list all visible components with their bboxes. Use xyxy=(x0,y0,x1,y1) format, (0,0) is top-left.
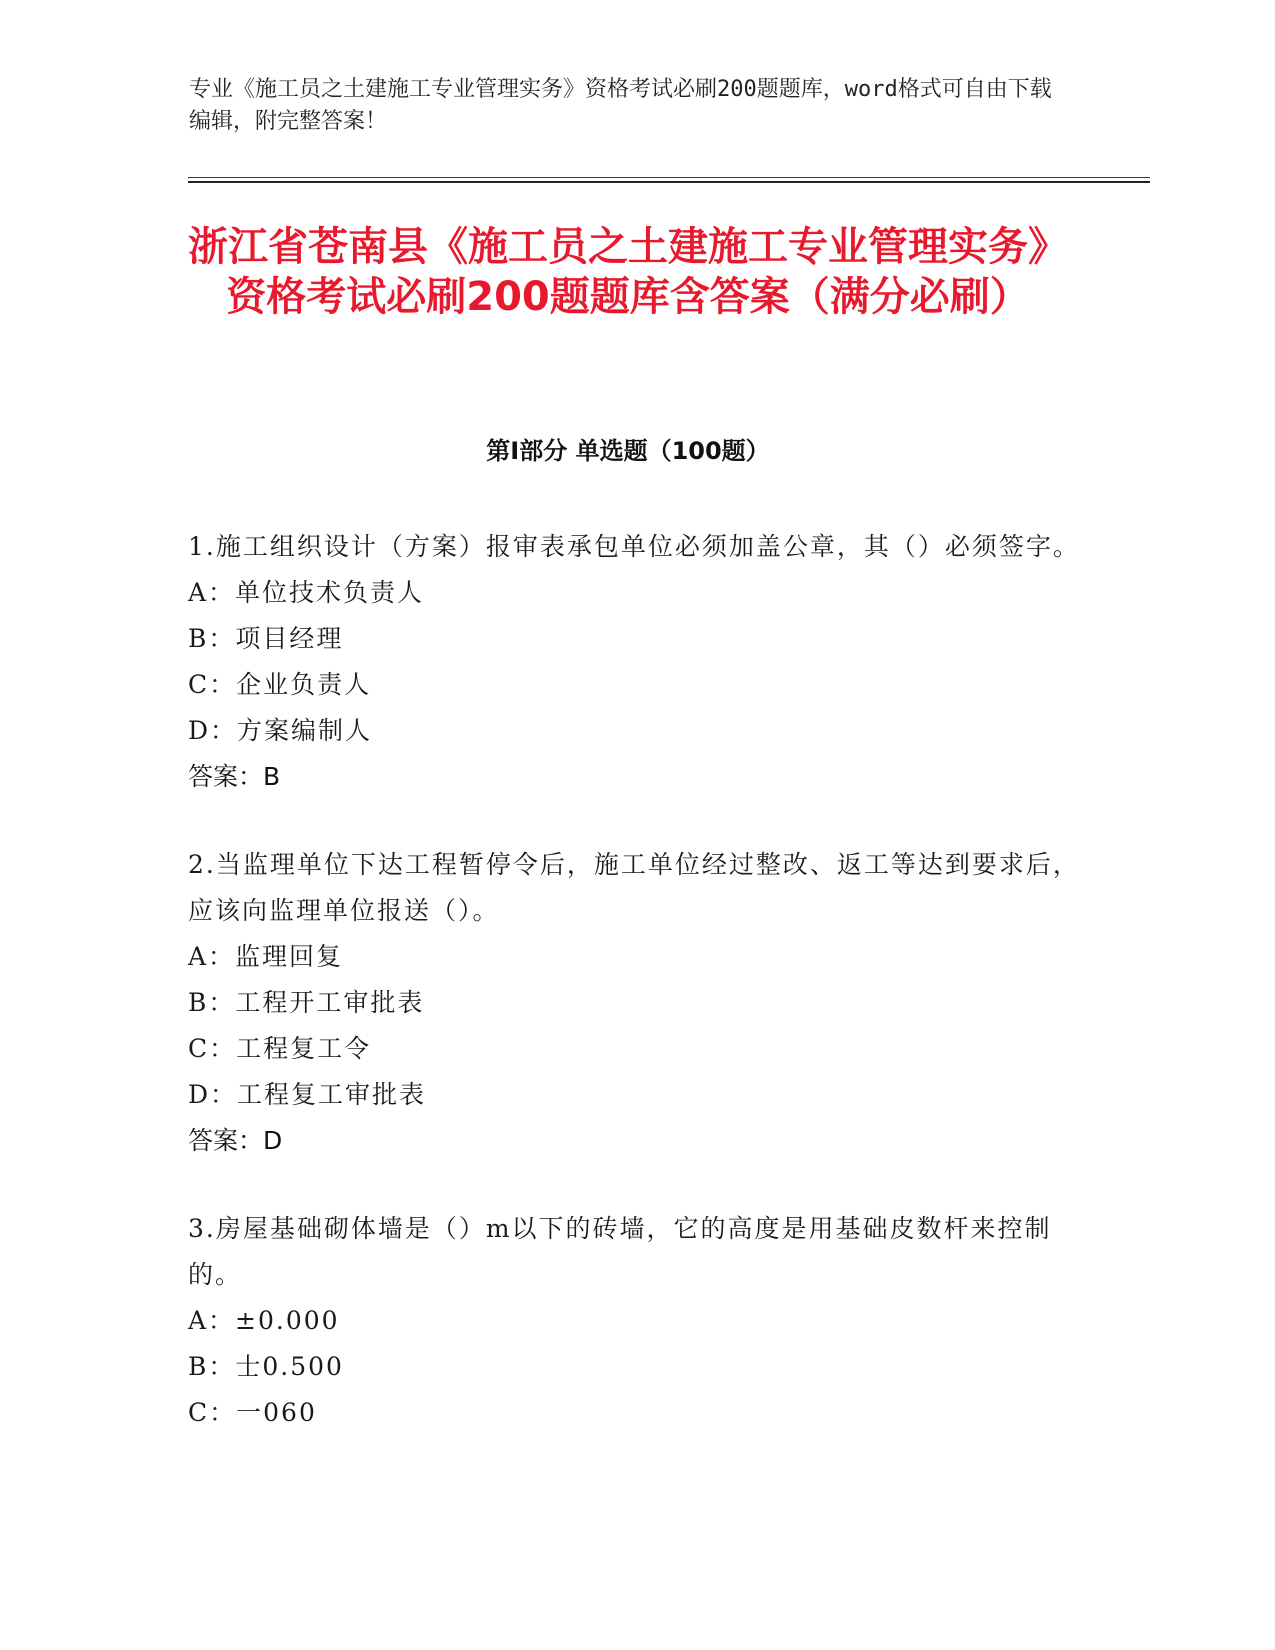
header-rule-thin xyxy=(188,177,1150,178)
option-c: C：一060 xyxy=(188,1398,317,1427)
option-a: A：单位技术负责人 xyxy=(188,578,425,607)
answer: 答案：B xyxy=(188,762,281,791)
option-a: A：±0.000 xyxy=(188,1306,340,1335)
option-c: C：企业负责人 xyxy=(188,670,372,699)
option-b: B：工程开工审批表 xyxy=(188,988,425,1017)
question-list xyxy=(188,524,1088,1478)
question-stem: 3.房屋基础砌体墙是（）m以下的砖墙，它的高度是用基础皮数杆来控制的。 xyxy=(188,1214,1052,1289)
question-2 xyxy=(188,842,1088,1164)
option-b: B：项目经理 xyxy=(188,624,344,653)
question-3 xyxy=(188,1206,1088,1436)
option-a: A：监理回复 xyxy=(188,942,344,971)
option-c: C：工程复工令 xyxy=(188,1034,372,1063)
answer: 答案：D xyxy=(188,1126,283,1155)
header-rule-thick xyxy=(188,181,1150,183)
section-title: 第Ⅰ部分 单选题（100题） xyxy=(486,437,770,465)
question-stem: 2.当监理单位下达工程暂停令后，施工单位经过整改、返工等达到要求后，应该向监理单位报送（）。 xyxy=(188,850,1080,925)
header-note: 专业《施工员之土建施工专业管理实务》资格考试必刷200题题库，word格式可自由下载编辑，附完整答案！ xyxy=(189,77,1052,134)
question-stem: 1.施工组织设计（方案）报审表承包单位必须加盖公章，其（）必须签字。 xyxy=(188,532,1080,561)
option-b: B：士0.500 xyxy=(188,1352,344,1381)
document-title: 浙江省苍南县《施工员之土建施工专业管理实务》资格考试必刷200题题库含答案（满分必刷） xyxy=(188,224,1068,320)
option-d: D：工程复工审批表 xyxy=(188,1080,427,1109)
option-d: D：方案编制人 xyxy=(188,716,373,745)
question-1 xyxy=(188,524,1088,800)
